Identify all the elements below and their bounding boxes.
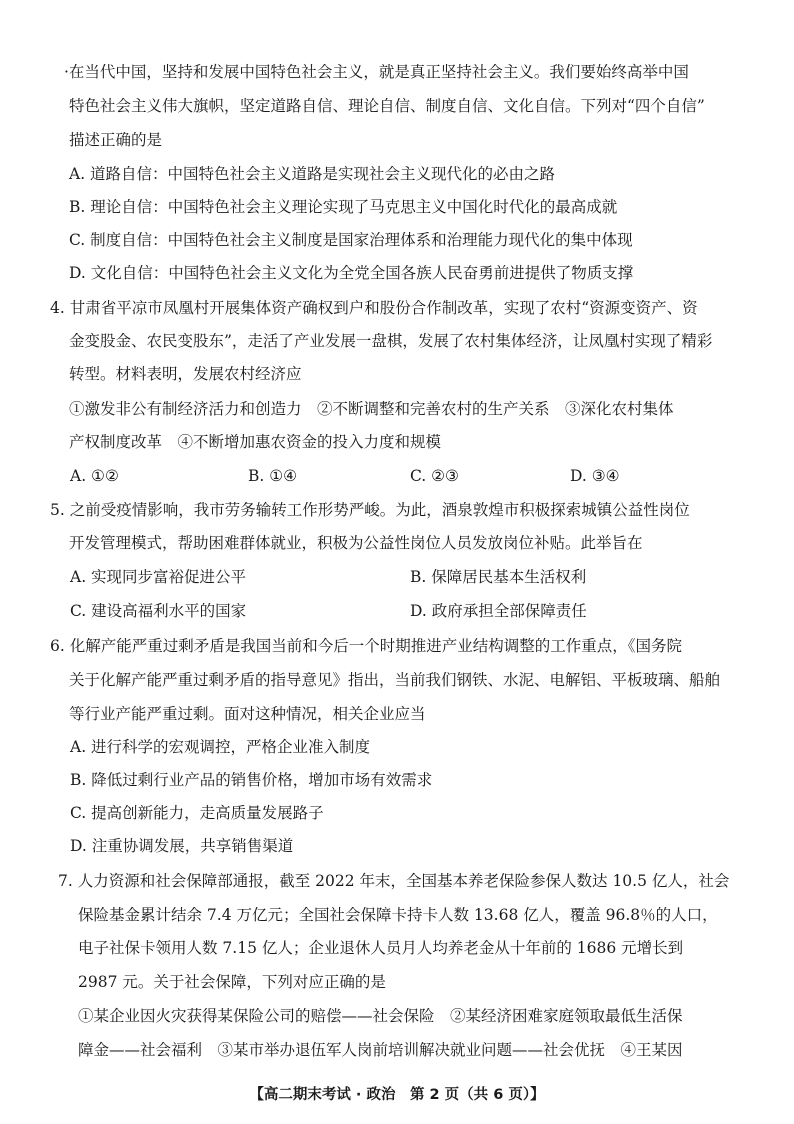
q7-statements-line-1: ①某企业因火灾获得某保险公司的赔偿——社会保险 ②某经济困难家庭领取最低生活保	[78, 1007, 683, 1025]
q6-option-b: B. 降低过剩行业产品的销售价格，增加市场有效需求	[70, 771, 433, 789]
q7-statements-line-2: 障金——社会福利 ③某市举办退伍军人岗前培训解决就业问题——社会优抚 ④王某因	[78, 1041, 683, 1059]
q4-statements-line-2: 产权制度改革 ④不断增加惠农资金的投入力度和规模	[69, 433, 442, 451]
q6-option-d: D. 注重协调发展，共享销售渠道	[70, 837, 294, 855]
q4-option-c: C. ②③	[410, 467, 459, 485]
q6-option-c: C. 提高创新能力，走高质量发展路子	[70, 804, 324, 822]
q3-option-c: C. 制度自信：中国特色社会主义制度是国家治理体系和治理能力现代化的集中体现	[69, 231, 633, 249]
q3-option-a: A. 道路自信：中国特色社会主义道路是实现社会主义现代化的必由之路	[69, 165, 556, 183]
q3-option-d: D. 文化自信：中国特色社会主义文化为全党全国各族人民奋勇前进提供了物质支撑	[69, 264, 634, 282]
q6-option-a: A. 进行科学的宏观调控，严格企业准入制度	[70, 738, 371, 756]
q4-option-b: B. ①④	[248, 467, 298, 485]
q6-stem-line-3: 等行业产能严重过剩。面对这种情况，相关企业应当	[69, 705, 426, 723]
q5-option-b: B. 保障居民基本生活权利	[410, 568, 587, 586]
q4-option-a: A. ①②	[70, 467, 119, 485]
q4-statements-line-1: ①激发非公有制经济活力和创造力 ②不断调整和完善农村的生产关系 ③深化农村集体	[69, 400, 674, 418]
q5-option-d: D. 政府承担全部保障责任	[410, 602, 587, 620]
q7-stem-line-2: 保险基金累计结余 7.4 万亿元；全国社会保障卡持卡人数 13.68 亿人，覆盖 96.8％的人口，	[78, 906, 718, 924]
q6-stem-line-2: 关于化解产能严重过剩矛盾的指导意见》指出，当前我们钢铁、水泥、电解铝、平板玻璃、船舶	[69, 671, 721, 689]
q5-option-c: C. 建设高福利水平的国家	[70, 602, 247, 620]
q5-stem-line-1: 5. 之前受疫情影响，我市劳务输转工作形势严峻。为此，酒泉敦煌市积极探索城镇公益性岗位	[50, 501, 690, 519]
q4-option-d: D. ③④	[570, 467, 620, 485]
q5-option-a: A. 实现同步富裕促进公平	[70, 568, 247, 586]
q3-option-b: B. 理论自信：中国特色社会主义理论实现了马克思主义中国化时代化的最高成就	[69, 198, 618, 216]
page-footer: 【高二期末考试 · 政治 第 2 页（共 6 页）】	[249, 1087, 545, 1103]
q4-stem-line-3: 转型。材料表明，发展农村经济应	[69, 365, 302, 383]
q3-stem-line-1: ·在当代中国，坚持和发展中国特色社会主义，就是真正坚持社会主义。我们要始终高举中国	[64, 63, 689, 81]
q6-stem-line-1: 6. 化解产能严重过剩矛盾是我国当前和今后一个时期推进产业结构调整的工作重点，《国务院	[50, 637, 682, 655]
q7-stem-line-1: 7. 人力资源和社会保障部通报，截至 2022 年末，全国基本养老保险参保人数达 10.5 亿人，社会	[58, 872, 730, 890]
q3-stem-line-2: 特色社会主义伟大旗帜，坚定道路自信、理论自信、制度自信、文化自信。下列对“四个自信”	[69, 97, 705, 115]
q4-stem-line-2: 金变股金、农民变股东”，走活了产业发展一盘棋，发展了农村集体经济，让凤凰村实现了精彩	[69, 332, 713, 350]
q7-stem-line-4: 2987 元。关于社会保障，下列对应正确的是	[78, 973, 386, 991]
q3-stem-line-3: 描述正确的是	[69, 131, 163, 149]
q5-stem-line-2: 开发管理模式，帮助困难群体就业，积极为公益性岗位人员发放岗位补贴。此举旨在	[69, 534, 643, 552]
q4-stem-line-1: 4. 甘肃省平凉市凤凰村开展集体资产确权到户和股份合作制改革，实现了农村“资源变资产、资	[50, 299, 698, 317]
q7-stem-line-3: 电子社保卡领用人数 7.15 亿人；企业退休人员月人均养老金从十年前的 1686 元增长到	[78, 939, 684, 957]
